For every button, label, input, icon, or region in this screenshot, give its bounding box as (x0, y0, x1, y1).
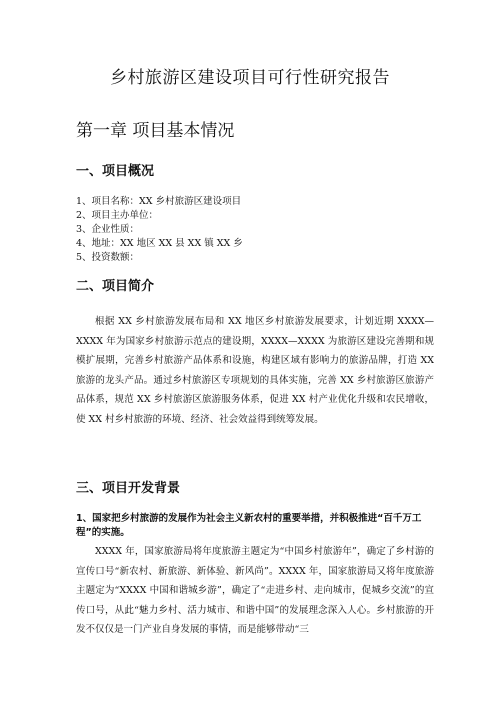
list-item: 2、项目主办单位： (76, 210, 159, 221)
project-info-list (76, 195, 243, 265)
paragraph-text: 根据 XX 乡村旅游发展布局和 XX 地区乡村旅游发展要求，计划近期 XXXX—XXXX 年为国家乡村旅游示范点的建设期，XXXX—XXXX 为旅游区建设完善期和规模扩展期，完善乡村旅游产品体系和设施，构建区域有影响力的旅游品牌，打造 XX 旅游的龙头产品。通过乡村旅游区专项规划的具体实施，完善 XX 乡村旅游区旅游产品体系，规范 XX 乡村旅游区旅游服务体系，促进 XX 村产业优化升级和农民增收，使 XX 村乡村旅游的环境、经济、社会效益得到统筹发展。 (76, 316, 434, 425)
list-item: 5、投资数额： (76, 252, 140, 263)
paragraph-text: XXXX 年，国家旅游局将年度旅游主题定为“中国乡村旅游年”，确定了乡村游的宣传口号“新农村、新旅游、新体验、新风尚”。XXXX 年，国家旅游局又将年度旅游主题定为“XXXX 中国和谐城乡游”，确定了“走进乡村、走向城市，促城乡交流”的宣传口号，从此“魅力乡村、活力城市、和谐中国”的发展理念深入人心。乡村旅游的开发不仅仅是一门产业自身发展的事情，而是能够带动“三 (76, 546, 434, 636)
document-title: 乡村旅游区建设项目可行性研究报告 (110, 68, 390, 88)
list-item: 3、企业性质： (76, 224, 140, 235)
list-item: 4、地址：XX 地区 XX 县 XX 镇 XX 乡 (76, 238, 243, 249)
chapter-heading: 第一章 项目基本情况 (76, 121, 235, 141)
list-item: 1、项目名称：XX 乡村旅游区建设项目 (76, 196, 242, 207)
background-paragraph (76, 542, 434, 640)
background-subheading: 1、国家把乡村旅游的发展作为社会主义新农村的重要举措，并积极推进“百千万工程”的实施。 (76, 513, 422, 538)
section-heading-overview: 一、项目概况 (76, 164, 155, 179)
section-heading-intro: 二、项目简介 (76, 279, 155, 294)
intro-paragraph (76, 312, 434, 430)
section-heading-background: 三、项目开发背景 (76, 481, 181, 496)
